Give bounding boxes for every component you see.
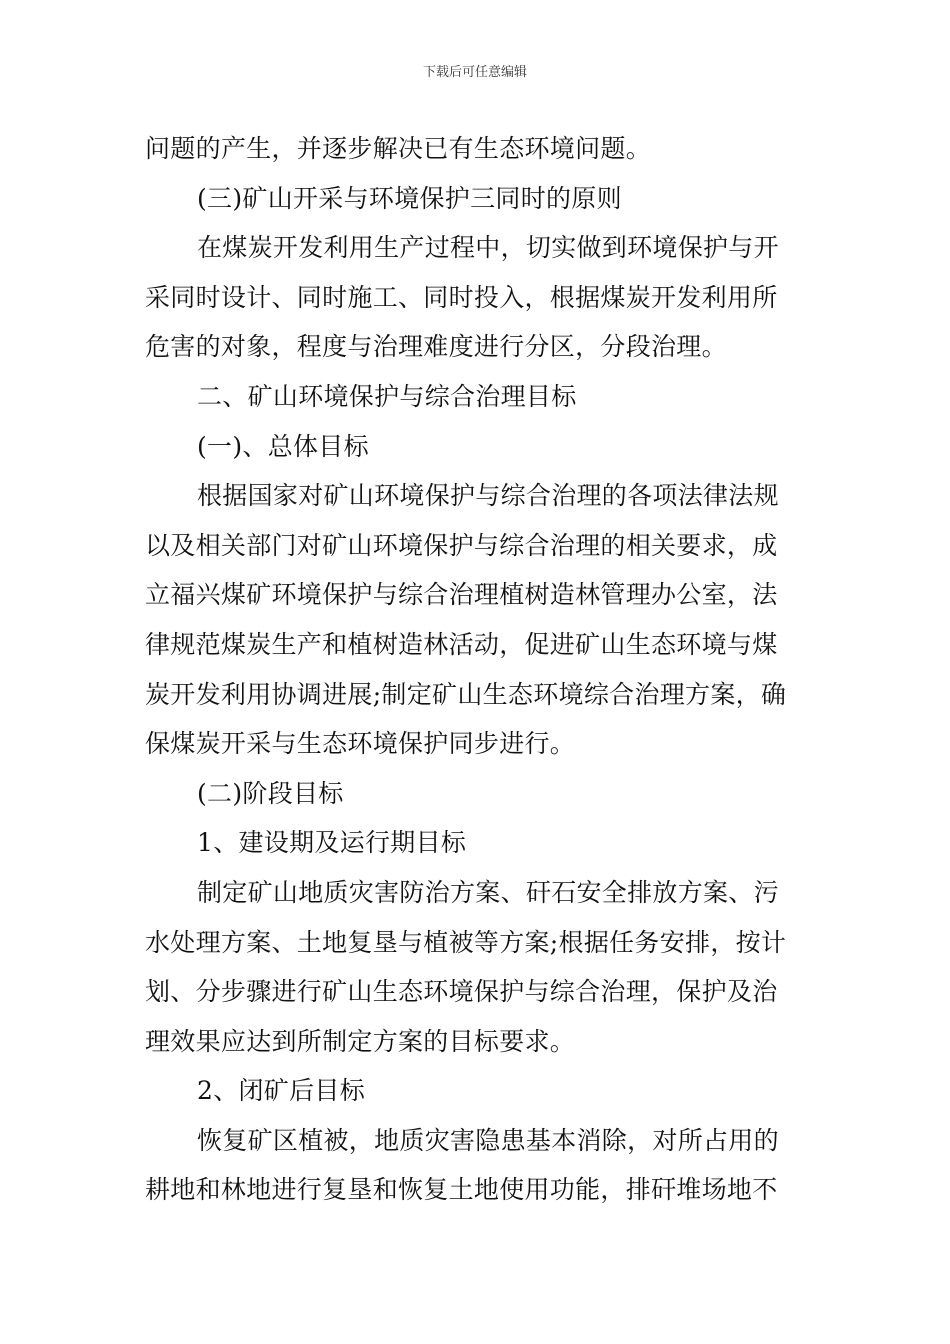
text-line: 炭开发利用协调进展;制定矿山生态环境综合治理方案，确 xyxy=(145,679,787,709)
section-heading: (二)阶段目标 xyxy=(197,778,344,808)
page-header: 下载后可任意编辑 xyxy=(422,65,527,80)
text-line: 根据国家对矿山环境保护与综合治理的各项法律法规 xyxy=(197,481,779,511)
section-heading: 二、矿山环境保护与综合治理目标 xyxy=(197,381,577,411)
section-heading: 2、闭矿后目标 xyxy=(197,1076,366,1106)
text-line: 立福兴煤矿环境保护与综合治理植树造林管理办公室，法 xyxy=(145,580,778,610)
section-heading: 1、建设期及运行期目标 xyxy=(197,828,467,858)
text-line: 问题的产生，并逐步解决已有生态环境问题。 xyxy=(145,134,652,163)
document-body xyxy=(145,124,810,1215)
section-heading: (一)、总体目标 xyxy=(197,431,369,461)
text-line: 保煤炭开采与生态环境保护同步进行。 xyxy=(145,729,576,759)
text-line: 划、分步骤进行矿山生态环境保护与综合治理，保护及治 xyxy=(145,977,778,1007)
text-line: 水处理方案、土地复垦与植被等方案;根据任务安排，按计 xyxy=(145,927,787,957)
text-line: 律规范煤炭生产和植树造林活动，促进矿山生态环境与煤 xyxy=(145,629,778,659)
section-heading: (三)矿山开采与环境保护三同时的原则 xyxy=(197,183,622,213)
text-line: 耕地和林地进行复垦和恢复土地使用功能，排矸堆场地不 xyxy=(145,1175,778,1205)
text-line: 制定矿山地质灾害防治方案、矸石安全排放方案、污 xyxy=(197,877,779,907)
text-line: 理效果应达到所制定方案的目标要求。 xyxy=(145,1026,576,1056)
text-line: 在煤炭开发利用生产过程中，切实做到环境保护与开 xyxy=(197,233,779,263)
text-line: 恢复矿区植被，地质灾害隐患基本消除，对所占用的 xyxy=(197,1125,779,1155)
text-line: 以及相关部门对矿山环境保护与综合治理的相关要求，成 xyxy=(145,530,778,560)
text-line: 危害的对象，程度与治理难度进行分区，分段治理。 xyxy=(145,332,727,362)
text-line: 采同时设计、同时施工、同时投入，根据煤炭开发利用所 xyxy=(145,282,778,312)
